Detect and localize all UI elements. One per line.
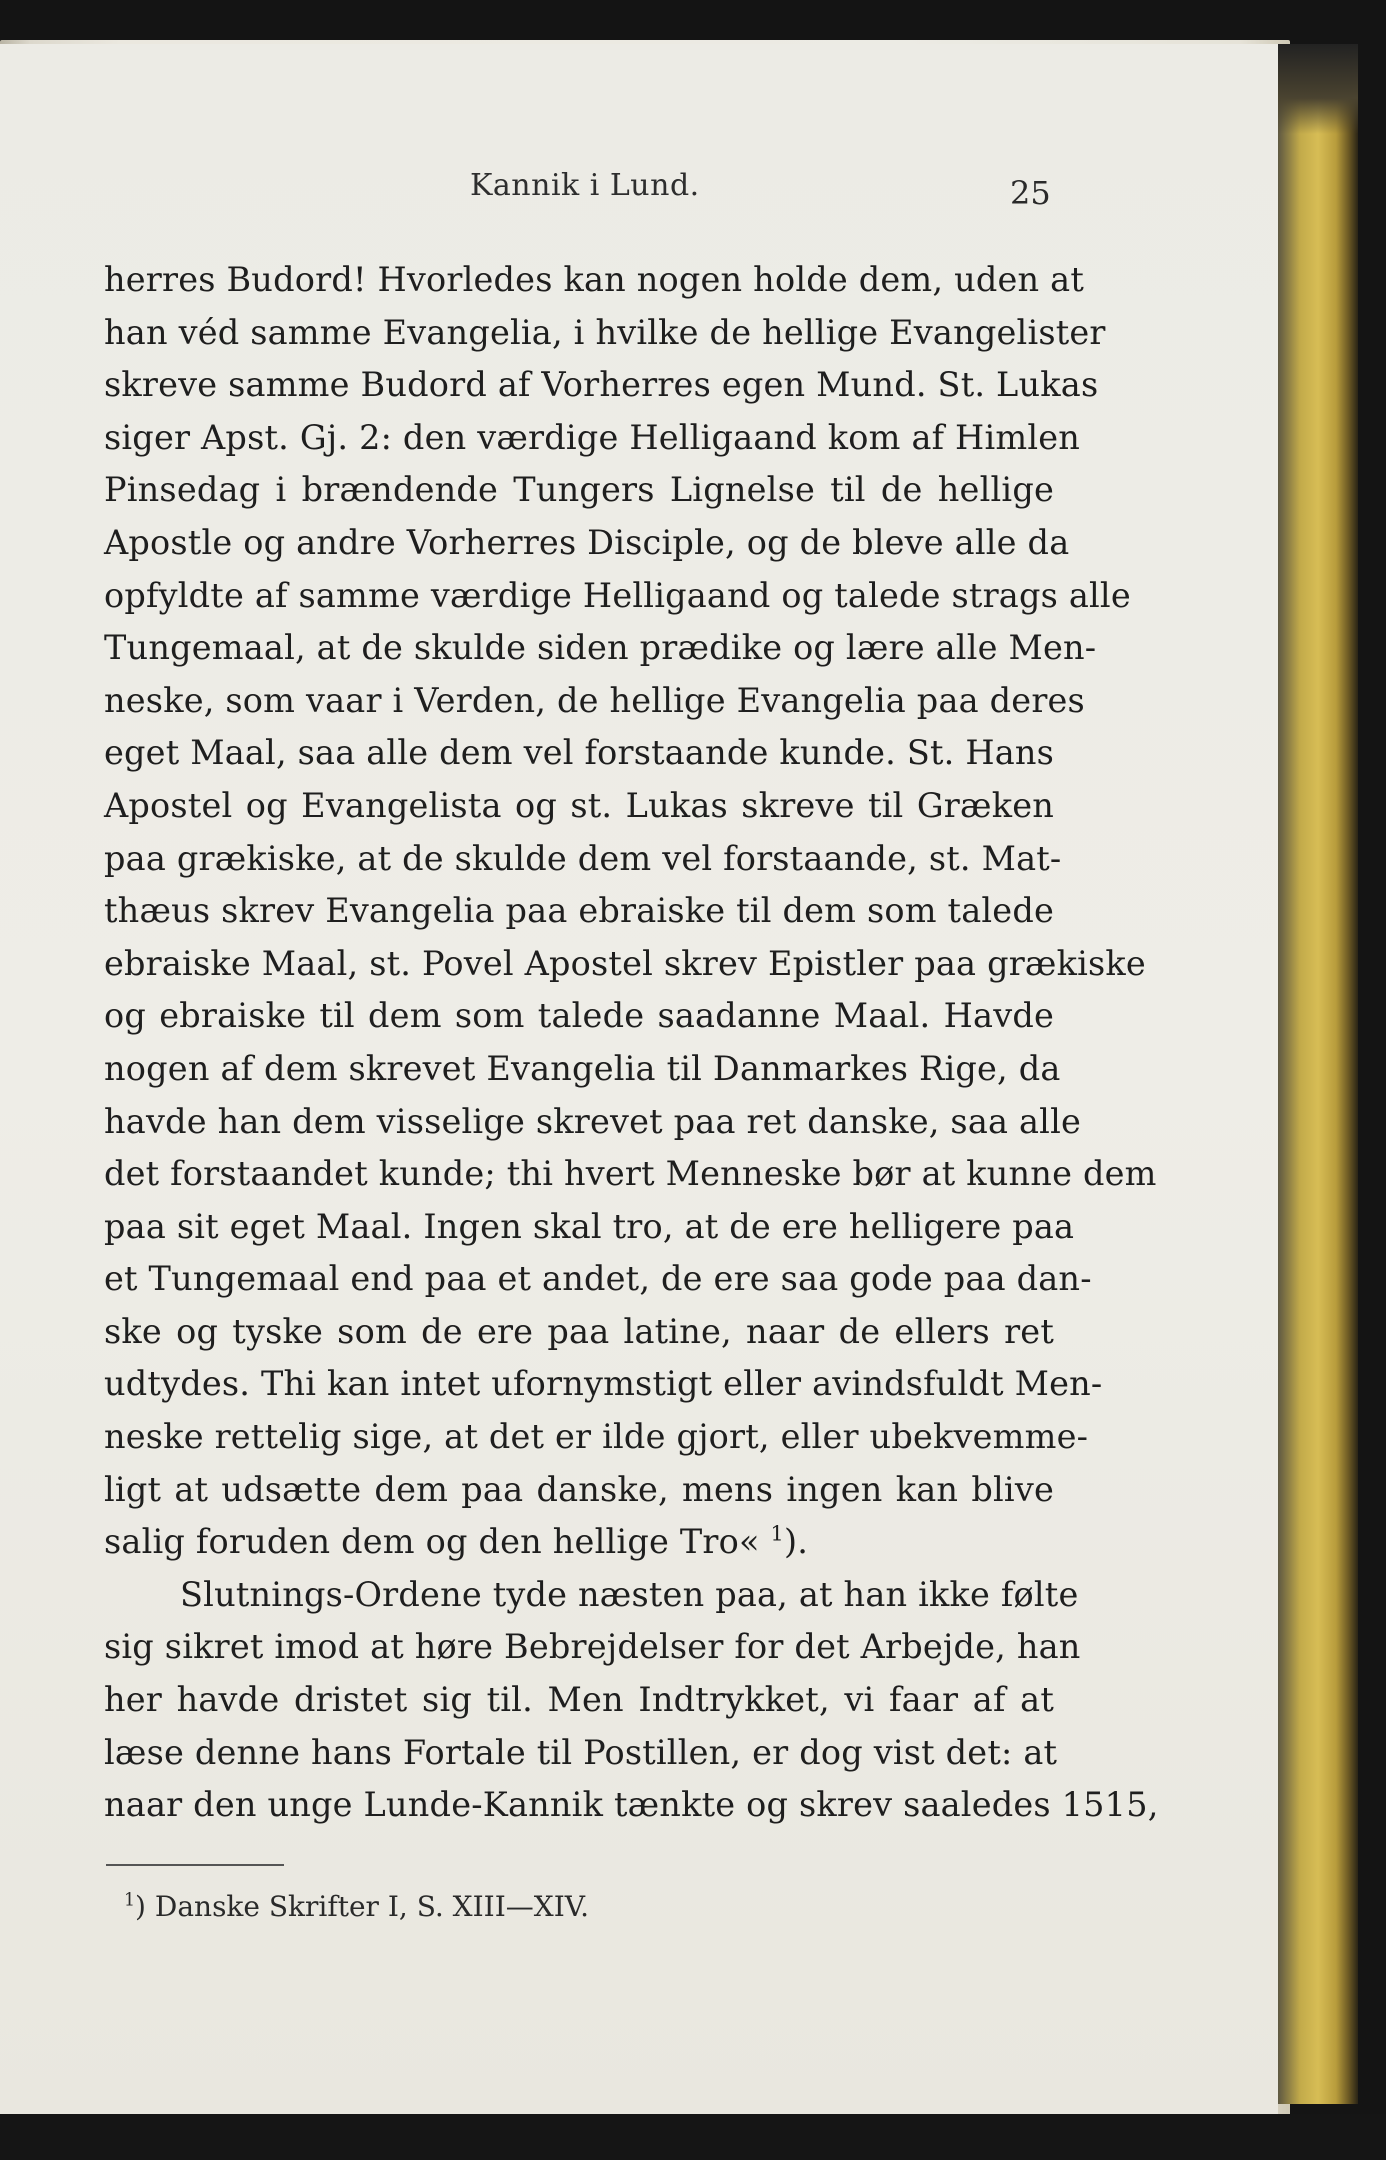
footnote-reference-suffix: ).	[783, 1522, 809, 1562]
footnote-reference: 1	[770, 1521, 784, 1546]
text-line: et Tungemaal end paa et andet, de ere saa gode paa dan-	[104, 1259, 1092, 1299]
text-line: paa grækiske, at de skulde dem vel forstaande, st. Mat-	[104, 838, 1062, 878]
text-line: udtydes. Thi kan intet ufornymstigt eller avindsfuldt Men-	[104, 1364, 1103, 1404]
text-line: han véd samme Evangelia, i hvilke de hellige Evangelister	[104, 312, 1106, 352]
book-gilt-edge	[1278, 44, 1358, 2104]
text-line: opfyldte af samme værdige Helligaand og talede strags alle	[104, 575, 1131, 615]
page-number: 25	[1010, 174, 1051, 212]
scan-bottom-border	[0, 2114, 1386, 2160]
footnote-rule	[106, 1864, 284, 1866]
body-text	[104, 254, 1159, 1832]
running-head: Kannik i Lund.	[470, 168, 700, 203]
text-line: neske, som vaar i Verden, de hellige Evangelia paa deres	[104, 680, 1085, 720]
text-line: neske rettelig sige, at det er ilde gjort, eller ubekvemme-	[104, 1417, 1089, 1457]
text-line: eget Maal, saa alle dem vel forstaande kunde. St. Hans	[104, 733, 1055, 773]
text-line: thæus skrev Evangelia paa ebraiske til dem som talede	[104, 891, 1054, 931]
text-line: Apostel og Evangelista og st. Lukas skreve til Græken	[104, 785, 1054, 825]
text-line: læse denne hans Fortale til Postillen, er dog vist det: at	[104, 1732, 1058, 1772]
footnote-text: Danske Skrifter I, S. XIII—XIV.	[154, 1890, 590, 1923]
text-line: ligt at udsætte dem paa danske, mens ingen kan blive	[104, 1469, 1054, 1509]
text-line: herres Budord! Hvorledes kan nogen holde dem, uden at	[104, 260, 1084, 299]
footnote-marker: 1	[124, 1890, 136, 1911]
text-line: ske og tyske som de ere paa latine, naar de ellers ret	[104, 1311, 1054, 1351]
text-line-content: salig foruden dem og den hellige Tro«	[104, 1522, 760, 1562]
text-line-paragraph-end	[104, 1516, 1054, 1569]
text-line-paragraph-start: Slutnings-Ordene tyde næsten paa, at han ikke følte	[180, 1574, 1079, 1614]
text-line: Tungemaal, at de skulde siden prædike og lære alle Men-	[104, 628, 1097, 668]
text-line: det forstaandet kunde; thi hvert Menneske bør at kunne dem	[104, 1154, 1157, 1194]
book-edge-top-shadow	[1278, 44, 1358, 134]
text-line: Apostle og andre Vorherres Disciple, og de bleve alle da	[104, 522, 1070, 562]
text-line: sig sikret imod at høre Bebrejdelser for det Arbejde, han	[104, 1627, 1081, 1667]
text-line: ebraiske Maal, st. Povel Apostel skrev Epistler paa grækiske	[104, 943, 1146, 983]
text-line: her havde dristet sig til. Men Indtrykket, vi faar af at	[104, 1680, 1054, 1720]
text-line: og ebraiske til dem som talede saadanne Maal. Havde	[104, 996, 1054, 1036]
text-line: siger Apst. Gj. 2: den værdige Helligaand kom af Himlen	[104, 417, 1081, 457]
text-line: nogen af dem skrevet Evangelia til Danmarkes Rige, da	[104, 1048, 1061, 1088]
footnote	[124, 1890, 589, 1923]
text-line: havde han dem visselige skrevet paa ret danske, saa alle	[104, 1101, 1082, 1141]
text-line: naar den unge Lunde-Kannik tænkte og skrev saaledes 1515,	[104, 1785, 1159, 1825]
footnote-marker-suffix: )	[135, 1890, 146, 1923]
text-line: skreve samme Budord af Vorherres egen Mund. St. Lukas	[104, 365, 1099, 405]
text-line: Pinsedag i brændende Tungers Lignelse til de hellige	[104, 470, 1054, 510]
text-line: paa sit eget Maal. Ingen skal tro, at de ere helligere paa	[104, 1206, 1075, 1246]
